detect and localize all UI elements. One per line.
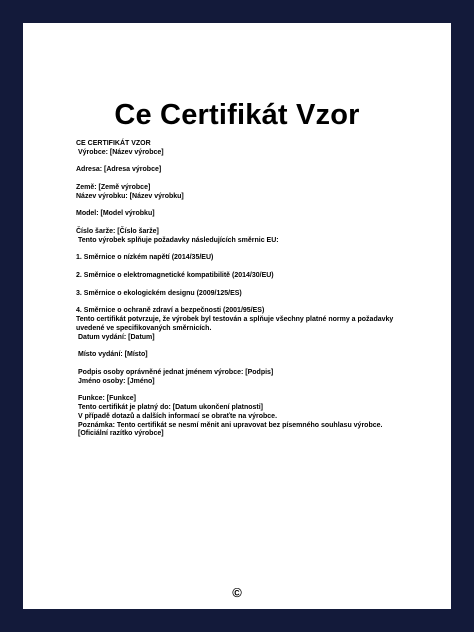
- official-stamp-line: [Oficiální razítko výrobce]: [78, 430, 164, 438]
- directive-item: 3. Směrnice o ekologickém designu (2009/125/ES): [76, 289, 242, 297]
- function-line: Funkce: [Funkce]: [78, 395, 136, 403]
- certificate-page: [23, 23, 451, 609]
- certificate-body: [76, 140, 421, 439]
- note-line: Poznámka: Tento certifikát se nesmí měnit ani upravovat bez písemného souhlasu výrobce.: [78, 421, 383, 429]
- model-line: Model: [Model výrobku]: [76, 210, 155, 218]
- person-name-line: Jméno osoby: [Jméno]: [78, 377, 155, 385]
- directives-intro: Tento výrobek splňuje požadavky následujících směrnic EU:: [78, 236, 279, 244]
- batch-number-line: Číslo šarže: [Číslo šarže]: [76, 227, 159, 235]
- inquiries-line: V případě dotazů a dalších informací se obraťte na výrobce.: [78, 412, 278, 420]
- issue-date-line: Datum vydání: [Datum]: [78, 333, 155, 341]
- country-line: Země: [Země výrobce]: [76, 183, 151, 191]
- page-title: Ce Certifikát Vzor: [114, 99, 360, 131]
- confirmation-text: Tento certifikát potvrzuje, že výrobek byl testován a splňuje všechny platné normy a požadavky uvedené ve specifikovaných směrnicích.: [76, 315, 394, 332]
- issue-place-line: Místo vydání: [Místo]: [78, 351, 148, 359]
- directive-item: 2. Směrnice o elektromagnetické kompatibilitě (2014/30/EU): [76, 271, 274, 279]
- cert-heading: CE CERTIFIKÁT VZOR: [76, 140, 151, 147]
- copyright-icon: ©: [232, 585, 242, 600]
- signature-line: Podpis osoby oprávněné jednat jménem výrobce: [Podpis]: [78, 368, 274, 376]
- directive-item: 1. Směrnice o nízkém napětí (2014/35/EU): [76, 254, 214, 262]
- directive-item: 4. Směrnice o ochraně zdraví a bezpečnosti (2001/95/ES): [76, 307, 265, 315]
- product-name-line: Název výrobku: [Název výrobku]: [76, 192, 184, 200]
- address-line: Adresa: [Adresa výrobce]: [76, 166, 162, 174]
- validity-line: Tento certifikát je platný do: [Datum ukončení platnosti]: [78, 403, 263, 411]
- manufacturer-line: Výrobce: [Název výrobce]: [78, 148, 164, 156]
